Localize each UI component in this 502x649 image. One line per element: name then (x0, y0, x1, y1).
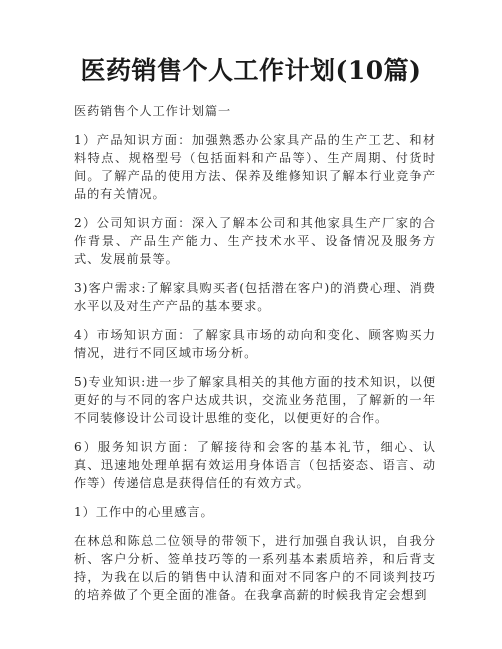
paragraph-customer-needs: 3)客户需求:了解家具购买者(包括潜在客户)的消费心理、消费水平以及对生产产品的基本要求。 (74, 281, 436, 313)
paragraph-professional-knowledge: 5)专业知识:进一步了解家具相关的其他方面的技术知识，以便更好的与不同的客户达成共识，交流业务范围，了解新的一年不同装修设计公司设计思维的变化，以便更好的合作。 (74, 375, 436, 425)
document-body (74, 102, 436, 615)
paragraph-product-knowledge: 1）产品知识方面：加强熟悉办公家具产品的生产工艺、和材料特点、规格型号（包括面料和产品等）、生产周期、付货时间。了解产品的使用方法、保养及维修知识了解本行业竞争产品的有关情况。 (74, 133, 436, 201)
paragraph-market-knowledge: 4）市场知识方面：了解家具市场的动向和变化、顾客购买力情况，进行不同区域市场分析。 (74, 328, 436, 360)
paragraph-company-knowledge: 2）公司知识方面：深入了解本公司和其他家具生产厂家的合作背景、产品生产能力、生产技术水平、设备情况及服务方式、发展前景等。 (74, 216, 436, 266)
paragraph-work-reflection-heading: 1）工作中的心里感言。 (74, 505, 214, 519)
paragraph-work-reflection: 在林总和陈总二位领导的带领下，进行加强自我认识，自我分析、客户分析、签单技巧等的一系列基本素质培养，和后背支持，为我在以后的销售中认清和面对不同客户的不同谈判技巧的培养做了个更全面的准备。在我拿高薪的时候我肯定会想到 (74, 534, 436, 602)
section-heading: 医药销售个人工作计划篇一 (74, 104, 232, 118)
paragraph-service-knowledge: 6）服务知识方面：了解接待和会客的基本礼节，细心、认真、迅速地处理单据有效运用身体语言（包括姿态、语言、动作等）传递信息是获得信任的有效方式。 (74, 440, 436, 490)
document-title: 医药销售个人工作计划(10篇) (80, 56, 422, 85)
